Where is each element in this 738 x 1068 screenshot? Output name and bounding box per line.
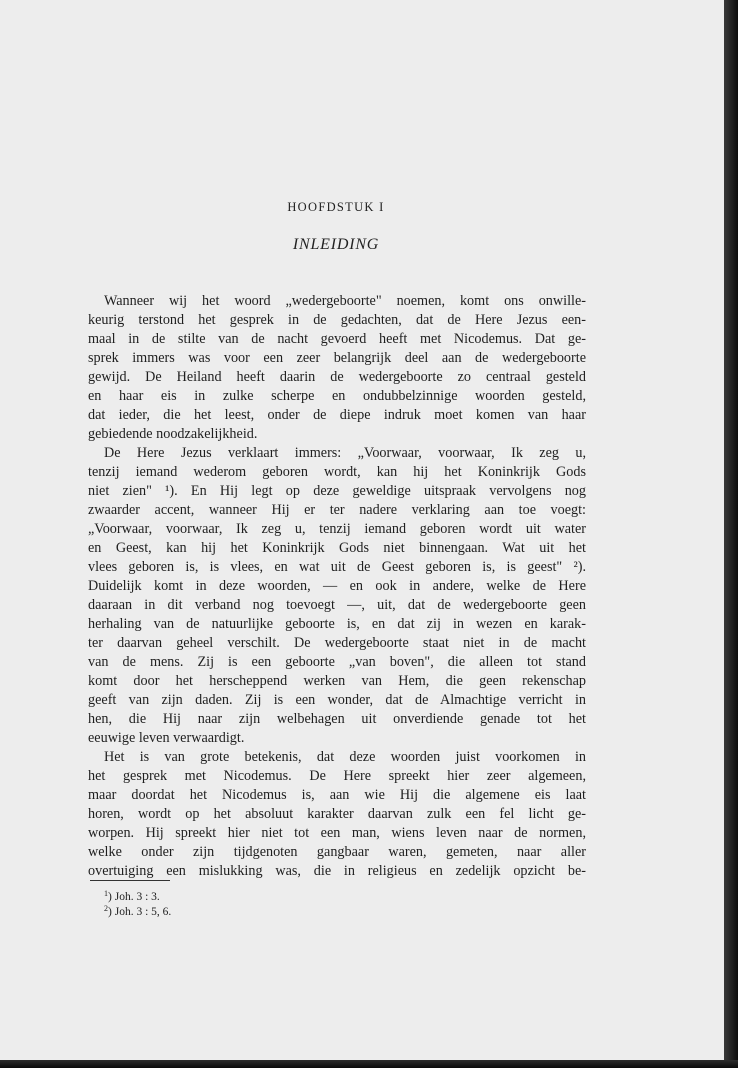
footnote-separator xyxy=(90,880,170,881)
text-line: welke onder zijn tijdgenoten gangbaar waren, gemeten, naar aller xyxy=(88,844,586,860)
chapter-heading: HOOFDSTUK I xyxy=(287,200,385,214)
footnote-text: Joh. 3 : 5, 6. xyxy=(114,906,172,918)
text-line: komt door het herscheppend werken van Hem, die geen rekenschap xyxy=(88,673,586,689)
text-line: Duidelijk komt in deze woorden, — en ook in andere, welke de Here xyxy=(88,578,586,594)
text-line: horen, wordt op het absoluut karakter daarvan zulk een fel licht ge- xyxy=(88,806,586,822)
text-line: hen, die Hij naar zijn welbehagen uit onverdiende genade tot het xyxy=(88,711,586,727)
body-text xyxy=(88,292,586,881)
text-line: sprek immers was voor een zeer belangrijk deel aan de wedergeboorte xyxy=(88,350,586,366)
text-line: herhaling van de natuurlijke geboorte is, en dat zij in wezen en karak- xyxy=(88,616,586,632)
text-line: gebiedende noodzakelijkheid. xyxy=(88,426,258,442)
chapter-title: INLEIDING xyxy=(292,236,380,253)
footnote-text: Joh. 3 : 3. xyxy=(114,891,160,903)
footnote-mark: 1 xyxy=(104,889,108,898)
text-line: tenzij iemand wederom geboren wordt, kan hij het Koninkrijk Gods xyxy=(88,464,586,480)
text-line: en Geest, kan hij het Koninkrijk Gods niet binnengaan. Wat uit het xyxy=(88,540,586,556)
text-line: daaraan in dit verband nog toevoegt —, uit, dat de wedergeboorte geen xyxy=(88,597,586,613)
text-line: Het is van grote betekenis, dat deze woorden juist voorkomen in xyxy=(104,749,586,765)
text-line: dat ieder, die het leest, onder de diepe indruk moet komen van haar xyxy=(88,407,586,423)
text-line: De Here Jezus verklaart immers: „Voorwaar, voorwaar, Ik zeg u, xyxy=(104,445,586,461)
text-line: eeuwige leven verwaardigt. xyxy=(88,730,245,746)
text-line: Wanneer wij het woord „wedergeboorte" noemen, komt ons onwille- xyxy=(104,293,586,309)
text-line: gewijd. De Heiland heeft daarin de wedergeboorte zo centraal gesteld xyxy=(88,369,586,385)
text-line: „Voorwaar, voorwaar, Ik zeg u, tenzij iemand geboren wordt uit water xyxy=(88,521,586,537)
text-line: zwaarder accent, wanneer Hij er ter nadere verklaring aan toe voegt: xyxy=(88,502,586,518)
footnote-paren: ) xyxy=(108,891,115,903)
footnote xyxy=(104,901,171,916)
text-line: overtuiging een mislukking was, die in religieus en zedelijk opzicht be- xyxy=(88,863,586,879)
text-line: keurig terstond het gesprek in de gedachten, dat de Here Jezus een- xyxy=(88,312,586,328)
footnote-mark: 2 xyxy=(104,904,108,913)
text-line: van de mens. Zij is een geboorte „van boven", die alleen tot stand xyxy=(88,654,586,670)
text-line: geeft van zijn daden. Zij is een wonder, dat de Almachtige verricht in xyxy=(88,692,586,708)
text-line: niet zien" ¹). En Hij legt op deze geweldige uitspraak vervolgens nog xyxy=(88,483,586,499)
text-line: vlees geboren is, is vlees, en wat uit de Geest geboren is, is geest" ²). xyxy=(88,559,586,575)
footnotes xyxy=(104,886,171,916)
footnote-paren: ) xyxy=(108,906,115,918)
page-edge-bottom xyxy=(0,1060,738,1068)
text-line: en haar eis in zulke scherpe en ondubbelzinnige woorden gesteld, xyxy=(88,388,586,404)
page-edge-right xyxy=(724,0,738,1068)
text-line: maal in de stilte van de nacht gevoerd heeft met Nicodemus. Dat ge- xyxy=(88,331,586,347)
text-line: worpen. Hij spreekt hier niet tot een man, wiens leven naar de normen, xyxy=(88,825,586,841)
text-line: het gesprek met Nicodemus. De Here spreekt hier zeer algemeen, xyxy=(88,768,586,784)
text-line: ter daarvan geheel verschilt. De wedergeboorte staat niet in de macht xyxy=(88,635,586,651)
text-line: maar doordat het Nicodemus is, aan wie Hij die algemene eis laat xyxy=(88,787,586,803)
footnote xyxy=(104,886,171,901)
